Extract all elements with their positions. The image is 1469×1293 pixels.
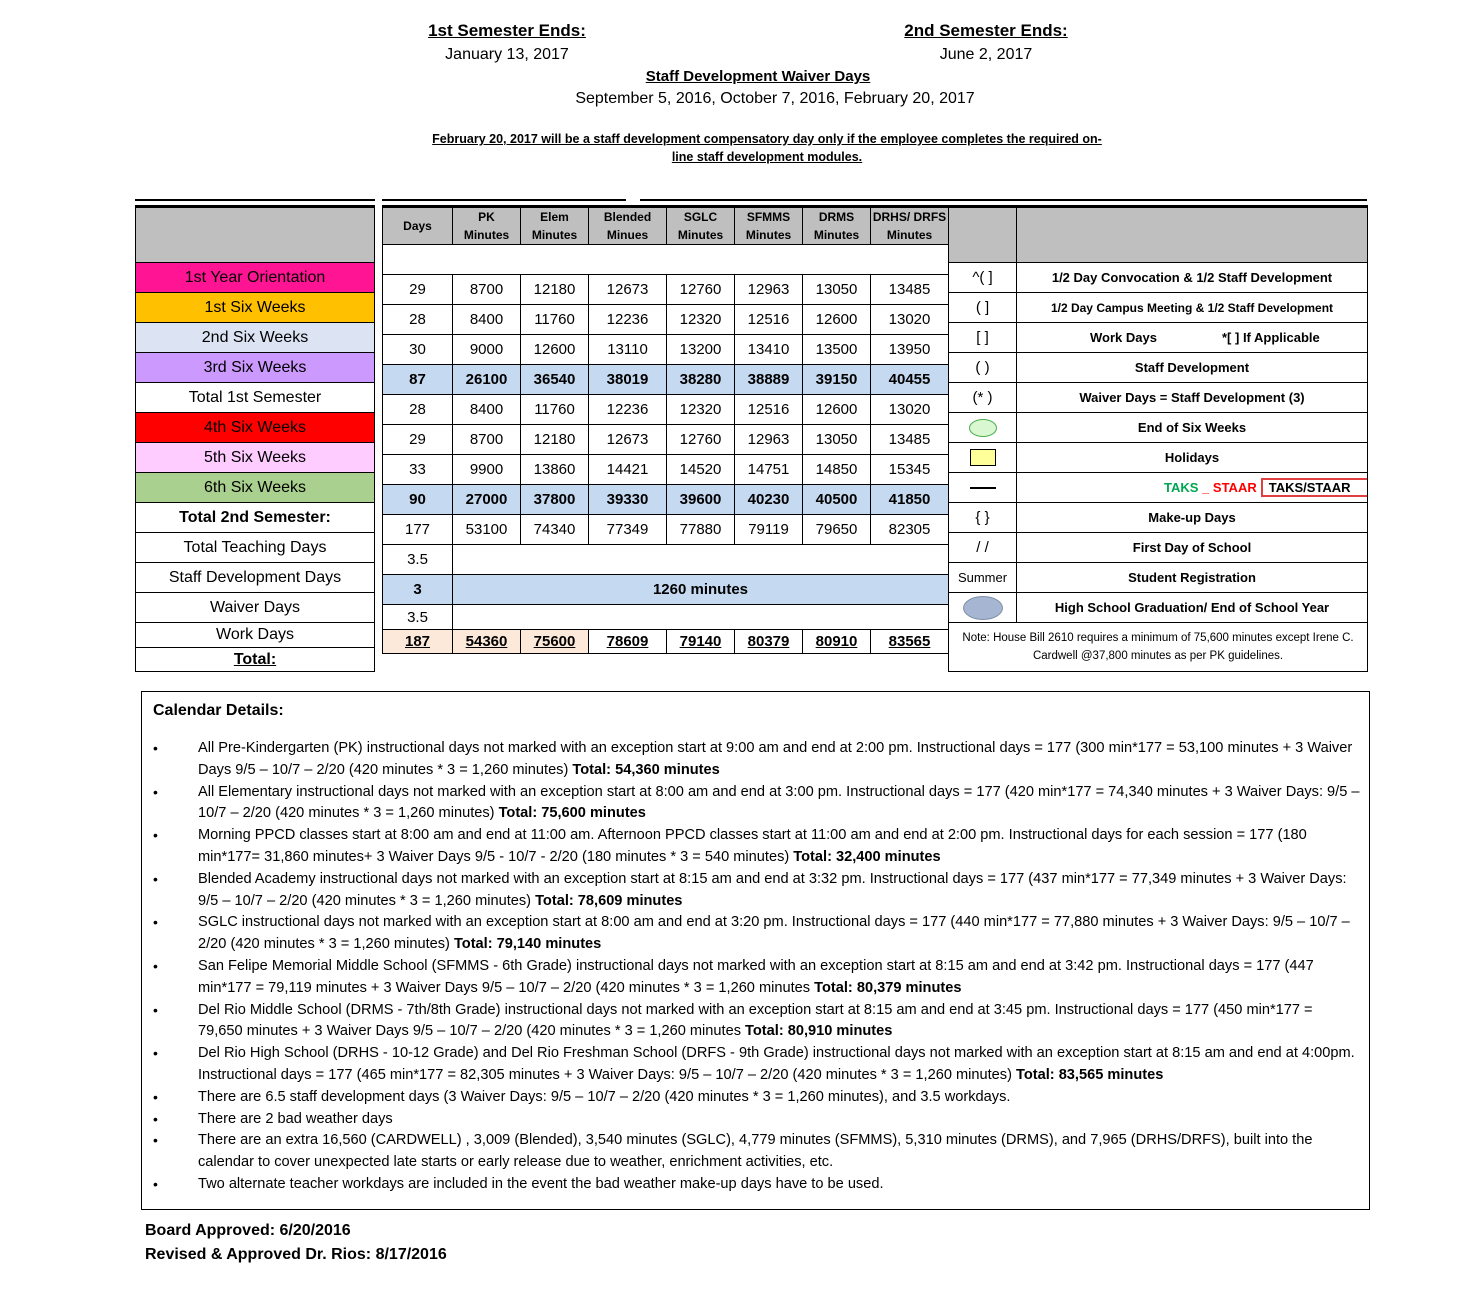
- legend-text: Waiver Days = Staff Development (3): [1017, 383, 1368, 413]
- list-item: • There are an extra 16,560 (CARDWELL) , 3,009 (Blended), 3,540 minutes (SGLC), 4,779 minutes (SFMMS), 5,310 minutes (DRMS), and 7,965 (DRHS/DRFS), built into the calendar to cover unexpected late starts or early release due to weather, enrichment activities, etc.: [153, 1130, 1361, 1174]
- list-item: • Blended Academy instructional days not marked with an exception start at 8:15 am and end at 3:32 pm. Instructional days = 177 (437 min*177 = 77,349 minutes + 3 Waiver Days: 9/5 – 10/7 – 2/20 (420 minutes * 3 = 1,260 minutes) Total: 78,609 minutes: [153, 869, 1361, 913]
- cell: 39600: [667, 485, 735, 515]
- cell: 79119: [735, 515, 803, 545]
- cell: 13110: [589, 335, 667, 365]
- cell: 79140: [667, 630, 735, 654]
- cell: 12600: [803, 305, 871, 335]
- col-header-elem: Elem Minutes: [521, 207, 589, 245]
- legend-text: 1/2 Day Campus Meeting & 1/2 Staff Development: [1017, 293, 1368, 323]
- cell: 77349: [589, 515, 667, 545]
- legend-row: [949, 353, 1368, 383]
- row-label: 1st Six Weeks: [136, 293, 375, 323]
- col-header-drhs: DRHS/ DRFS Minutes: [871, 207, 949, 245]
- legend-row: [949, 503, 1368, 533]
- col-header-blended: Blended Minues: [589, 207, 667, 245]
- list-item: • There are 2 bad weather days: [153, 1109, 1361, 1131]
- cell: 28: [383, 395, 453, 425]
- cell: 83565: [871, 630, 949, 654]
- cell: 14421: [589, 455, 667, 485]
- notice-line-2: line staff development modules.: [671, 150, 863, 164]
- cell: 14850: [803, 455, 871, 485]
- notice-line-1: February 20, 2017 will be a staff development compensatory day only if the employee completes the required on-: [432, 132, 1102, 146]
- cell: 13860: [521, 455, 589, 485]
- legend-symbol: [949, 593, 1017, 623]
- row-label: 2nd Six Weeks: [136, 323, 375, 353]
- cell: 13950: [871, 335, 949, 365]
- table-row: [383, 455, 949, 485]
- cell: 37800: [521, 485, 589, 515]
- cell: 14751: [735, 455, 803, 485]
- cell: 12236: [589, 305, 667, 335]
- divider-mid: [382, 199, 626, 201]
- cell: 13050: [803, 425, 871, 455]
- legend-text: Student Registration: [1017, 563, 1368, 593]
- cell: 38019: [589, 365, 667, 395]
- list-item: • There are 6.5 staff development days (3 Waiver Days: 9/5 – 10/7 – 2/20 (420 minutes * 3 = 1,260 minutes), and 3.5 workdays.: [153, 1087, 1361, 1109]
- legend-text: End of Six Weeks: [1017, 413, 1368, 443]
- cell: 30: [383, 335, 453, 365]
- list-item: • Del Rio Middle School (DRMS - 7th/8th Grade) instructional days not marked with an exception start at 8:15 am and end at 3:45 pm. Instructional days = 177 (450 min*177 = 79,650 minutes + 3 Waiver Days 9/5 – 10/7 – 2/20 (420 minutes * 3 = 1,260 minutes Total: 80,910 minutes: [153, 1000, 1361, 1044]
- waiver-minutes-cell: 1260 minutes: [453, 575, 949, 605]
- line-icon: [970, 487, 996, 489]
- legend-row: [949, 263, 1368, 293]
- legend-symbol: (* ): [949, 383, 1017, 413]
- list-item: • Del Rio High School (DRHS - 10-12 Grade) and Del Rio Freshman School (DRFS - 9th Grade) instructional days not marked with an exception start at 8:15 am and end at 4:00pm. Instructional days = 177 (465 min*177 = 82,305 minutes + 3 Waiver Days: 9/5 – 10/7 – 2/20 (420 minutes * 3 = 1,260 minutes) Total: 83,565 minutes: [153, 1043, 1361, 1087]
- taks-staar-box: TAKS/STAAR: [1261, 478, 1368, 497]
- legend-symbol: Summer: [949, 563, 1017, 593]
- cell: 12963: [735, 425, 803, 455]
- table-row: [383, 575, 949, 605]
- divider-left: [135, 199, 375, 201]
- cell: 13020: [871, 395, 949, 425]
- legend-header-symbol: [949, 207, 1017, 263]
- legend-text: 1/2 Day Convocation & 1/2 Staff Development: [1017, 263, 1368, 293]
- cell: 8700: [453, 275, 521, 305]
- divider-right: [640, 199, 1367, 201]
- legend-text: Work Days *[ ] If Applicable: [1017, 323, 1368, 353]
- list-item: • Two alternate teacher workdays are included in the event the bad weather make-up days have to be used.: [153, 1174, 1361, 1196]
- cell: 8400: [453, 305, 521, 335]
- legend-symbol: / /: [949, 533, 1017, 563]
- cell: 80910: [803, 630, 871, 654]
- list-item: • All Elementary instructional days not marked with an exception start at 8:00 am and end at 3:00 pm. Instructional days = 177 (420 min*177 = 74,340 minutes + 3 Waiver Days: 9/5 – 10/7 – 2/20 (420 minutes * 3 = 1,260 minutes) Total: 75,600 minutes: [153, 782, 1361, 826]
- legend-row: [949, 413, 1368, 443]
- cell: 12963: [735, 275, 803, 305]
- cell: 13485: [871, 275, 949, 305]
- cell: 40500: [803, 485, 871, 515]
- staar-label: STAAR: [1212, 480, 1257, 495]
- labels-header: [136, 207, 375, 263]
- cell: 13410: [735, 335, 803, 365]
- cell: 12180: [521, 425, 589, 455]
- orientation-row-empty: [383, 245, 949, 275]
- cell: 27000: [453, 485, 521, 515]
- col-header-pk: PK Minutes: [453, 207, 521, 245]
- col-header-days: Days: [383, 207, 453, 245]
- sem2-title: 2nd Semester Ends:: [904, 21, 1068, 40]
- cell: 15345: [871, 455, 949, 485]
- legend-symbol: ( ]: [949, 293, 1017, 323]
- col-header-sfmms: SFMMS Minutes: [735, 207, 803, 245]
- legend-symbol: [ ]: [949, 323, 1017, 353]
- period-labels-table: [135, 205, 375, 672]
- legend-text: Holidays: [1017, 443, 1368, 473]
- cell: 36540: [521, 365, 589, 395]
- cell: 39330: [589, 485, 667, 515]
- cell: 13050: [803, 275, 871, 305]
- cell: 12600: [521, 335, 589, 365]
- cell: 40455: [871, 365, 949, 395]
- revised-approved: Revised & Approved Dr. Rios: 8/17/2016: [145, 1246, 447, 1263]
- cell: 41850: [871, 485, 949, 515]
- table-row: [383, 485, 949, 515]
- legend-symbol: [949, 473, 1017, 503]
- legend-text: Staff Development: [1017, 353, 1368, 383]
- list-item: • All Pre-Kindergarten (PK) instructional days not marked with an exception start at 9:00 am and end at 2:00 pm. Instructional days = 177 (300 min*177 = 53,100 minutes + 3 Waiver Days 9/5 – 10/7 – 2/20 (420 minutes * 3 = 1,260 minutes) Total: 54,360 minutes: [153, 738, 1361, 782]
- row-label: Total 2nd Semester:: [136, 503, 375, 533]
- list-item: • SGLC instructional days not marked with an exception start at 8:00 am and end at 3:20 pm. Instructional days = 177 (440 min*177 = 77,880 minutes + 3 Waiver Days: 9/5 – 10/7 – 2/20 (420 minutes * 3 = 1,260 minutes) Total: 79,140 minutes: [153, 912, 1361, 956]
- legend-table: [948, 205, 1368, 672]
- cell-empty: [453, 605, 949, 630]
- waiver-title: Staff Development Waiver Days: [645, 68, 871, 85]
- table-row: [383, 365, 949, 395]
- legend-row: [949, 293, 1368, 323]
- table-row: [383, 425, 949, 455]
- table-row: [383, 335, 949, 365]
- cell: 187: [383, 630, 453, 654]
- sem1-date: January 13, 2017: [445, 46, 569, 63]
- cell: 3: [383, 575, 453, 605]
- cell: 26100: [453, 365, 521, 395]
- row-label: Total:: [136, 648, 375, 672]
- legend-symbol: [949, 413, 1017, 443]
- cell: 12320: [667, 395, 735, 425]
- row-label: Waiver Days: [136, 593, 375, 623]
- row-label: Total 1st Semester: [136, 383, 375, 413]
- cell: 54360: [453, 630, 521, 654]
- legend-symbol: [949, 443, 1017, 473]
- cell: 29: [383, 425, 453, 455]
- table-row: [383, 395, 949, 425]
- table-row: [383, 605, 949, 630]
- cell: 11760: [521, 395, 589, 425]
- sem1-title: 1st Semester Ends:: [428, 21, 586, 40]
- cell: 90: [383, 485, 453, 515]
- cell: 14520: [667, 455, 735, 485]
- cell: 3.5: [383, 605, 453, 630]
- board-approved: Board Approved: 6/20/2016: [145, 1222, 351, 1239]
- row-label: Total Teaching Days: [136, 533, 375, 563]
- legend-symbol: ^( ]: [949, 263, 1017, 293]
- legend-symbol: ( ): [949, 353, 1017, 383]
- table-row: [383, 275, 949, 305]
- cell: 9000: [453, 335, 521, 365]
- row-label: Work Days: [136, 623, 375, 648]
- details-list: [153, 738, 1361, 1196]
- cell: 75600: [521, 630, 589, 654]
- calendar-details: [141, 691, 1370, 1210]
- cell: 8400: [453, 395, 521, 425]
- legend-row: [949, 443, 1368, 473]
- minutes-table: [382, 205, 949, 654]
- taks-separator: _: [1198, 480, 1213, 495]
- cell: 87: [383, 365, 453, 395]
- col-header-drms: DRMS Minutes: [803, 207, 871, 245]
- cell: 28: [383, 305, 453, 335]
- cell: 53100: [453, 515, 521, 545]
- waiver-dates: September 5, 2016, October 7, 2016, February 20, 2017: [575, 90, 975, 107]
- table-row: [383, 630, 949, 654]
- cell: 12516: [735, 305, 803, 335]
- legend-row: [949, 323, 1368, 353]
- row-label: 5th Six Weeks: [136, 443, 375, 473]
- cell: 29: [383, 275, 453, 305]
- list-item: • Morning PPCD classes start at 8:00 am and end at 11:00 am. Afternoon PPCD classes start at 11:00 am and end at 2:00 pm. Instructional days for each session = 177 (180 min*177= 31,860 minutes+ 3 Waiver Days 9/5 - 10/7 - 2/20 (180 minutes * 3 = 540 minutes) Total: 32,400 minutes: [153, 825, 1361, 869]
- legend-text: [1017, 473, 1368, 503]
- cell: 177: [383, 515, 453, 545]
- green-oval-icon: [969, 419, 997, 437]
- cell: 39150: [803, 365, 871, 395]
- list-item: • San Felipe Memorial Middle School (SFMMS - 6th Grade) instructional days not marked with an exception start at 8:15 am and end at 3:42 pm. Instructional days = 177 (447 min*177 = 79,119 minutes + 3 Waiver Days 9/5 – 10/7 – 2/20 (420 minutes * 3 = 1,260 minutes Total: 80,379 minutes: [153, 956, 1361, 1000]
- cell: 8700: [453, 425, 521, 455]
- col-header-sglc: SGLC Minutes: [667, 207, 735, 245]
- cell: 38889: [735, 365, 803, 395]
- legend-symbol: { }: [949, 503, 1017, 533]
- cell: 78609: [589, 630, 667, 654]
- legend-row: [949, 563, 1368, 593]
- cell: 12673: [589, 275, 667, 305]
- cell: 79650: [803, 515, 871, 545]
- cell: 38280: [667, 365, 735, 395]
- cell-empty: [453, 545, 949, 575]
- cell: 13500: [803, 335, 871, 365]
- cell: 80379: [735, 630, 803, 654]
- legend-note: Note: House Bill 2610 requires a minimum of 75,600 minutes except Irene C. Cardwell @37,800 minutes as per PK guidelines.: [949, 623, 1368, 672]
- cell: 9900: [453, 455, 521, 485]
- row-label: 4th Six Weeks: [136, 413, 375, 443]
- cell: 12236: [589, 395, 667, 425]
- cell: 40230: [735, 485, 803, 515]
- legend-header-text: [1017, 207, 1368, 263]
- details-title: Calendar Details:: [153, 702, 284, 719]
- table-row: [383, 545, 949, 575]
- table-row: [383, 305, 949, 335]
- row-label: 6th Six Weeks: [136, 473, 375, 503]
- cell: 33: [383, 455, 453, 485]
- cell: 13200: [667, 335, 735, 365]
- cell: 12600: [803, 395, 871, 425]
- legend-row: [949, 383, 1368, 413]
- row-label: 3rd Six Weeks: [136, 353, 375, 383]
- row-label: 1st Year Orientation: [136, 263, 375, 293]
- legend-row: [949, 473, 1368, 503]
- cell: 12760: [667, 425, 735, 455]
- taks-label: TAKS: [1164, 480, 1199, 495]
- cell: 3.5: [383, 545, 453, 575]
- legend-row: [949, 533, 1368, 563]
- yellow-box-icon: [970, 449, 996, 466]
- cell: 12760: [667, 275, 735, 305]
- cell: 77880: [667, 515, 735, 545]
- cell: 12320: [667, 305, 735, 335]
- cell: 74340: [521, 515, 589, 545]
- legend-text: First Day of School: [1017, 533, 1368, 563]
- cell: 12516: [735, 395, 803, 425]
- sem2-date: June 2, 2017: [939, 46, 1033, 63]
- row-label: Staff Development Days: [136, 563, 375, 593]
- cell: 12673: [589, 425, 667, 455]
- cell: 12180: [521, 275, 589, 305]
- cell: 82305: [871, 515, 949, 545]
- cell: 11760: [521, 305, 589, 335]
- cell: 13020: [871, 305, 949, 335]
- cell: 13485: [871, 425, 949, 455]
- blue-oval-icon: [963, 596, 1003, 620]
- legend-text: High School Graduation/ End of School Year: [1017, 593, 1368, 623]
- table-row: [383, 515, 949, 545]
- legend-row: [949, 593, 1368, 623]
- legend-text: Make-up Days: [1017, 503, 1368, 533]
